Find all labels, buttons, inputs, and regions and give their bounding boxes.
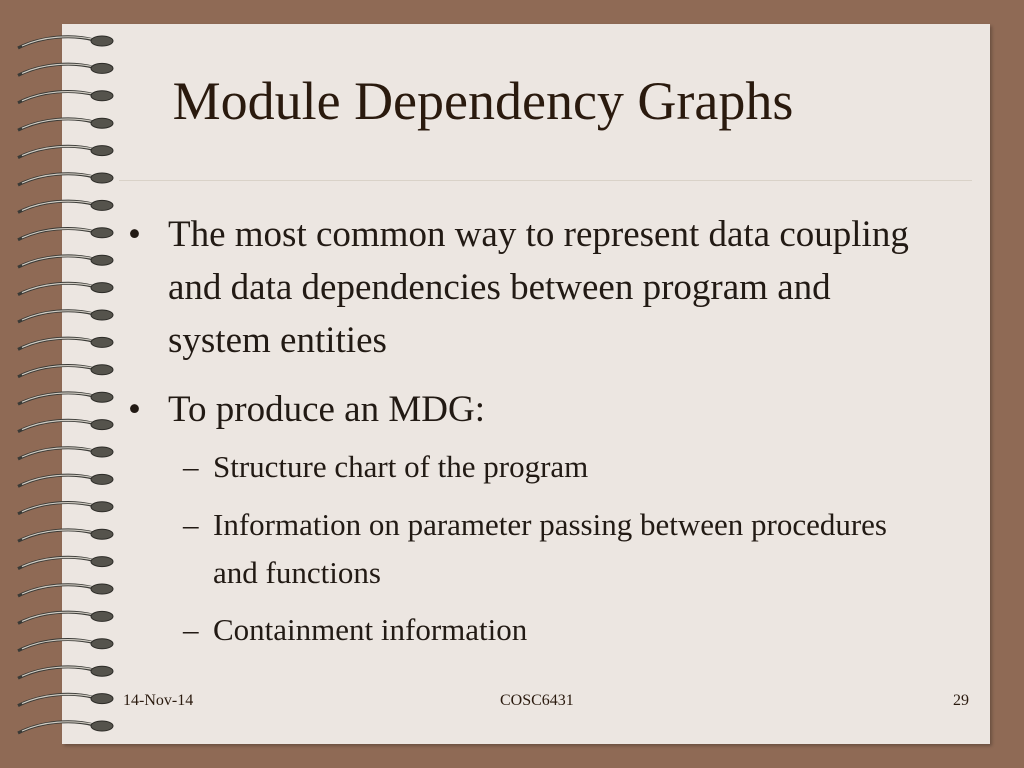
sub-bullet-item-1: [183, 443, 933, 491]
bullet-marker: •: [128, 214, 141, 255]
spiral-ring-tip: [91, 200, 113, 210]
spiral-ring-tip: [91, 721, 113, 731]
spiral-ring-tip: [91, 611, 113, 621]
bullet-item-1: [128, 208, 928, 367]
sub-bullet-text: Containment information: [213, 612, 528, 647]
spiral-ring-tip: [91, 283, 113, 293]
sub-bullet-marker: –: [183, 449, 199, 484]
footer-page-number: 29: [953, 692, 969, 709]
spiral-ring-tip: [91, 63, 113, 73]
spiral-ring-tip: [91, 337, 113, 347]
title-divider: [119, 180, 972, 181]
sub-bullet-item-3: [183, 606, 933, 654]
spiral-ring-tip: [91, 557, 113, 567]
spiral-ring-tip: [91, 365, 113, 375]
slide-title: Module Dependency Graphs: [172, 71, 794, 131]
bullet-text: The most common way to represent data coupling and data dependencies between program and system entities: [168, 214, 909, 361]
spiral-ring-tip: [91, 529, 113, 539]
bullet-marker: •: [128, 389, 141, 430]
spiral-ring-tip: [91, 474, 113, 484]
footer-course: COSC6431: [500, 692, 574, 709]
spiral-ring-tip: [91, 310, 113, 320]
spiral-ring-tip: [91, 584, 113, 594]
spiral-ring-tip: [91, 36, 113, 46]
spiral-ring-tip: [91, 392, 113, 402]
spiral-ring-tip: [91, 228, 113, 238]
spiral-ring-tip: [91, 694, 113, 704]
sub-bullet-text: Structure chart of the program: [213, 449, 589, 484]
spiral-ring-tip: [91, 173, 113, 183]
spiral-ring-tip: [91, 666, 113, 676]
spiral-ring-tip: [91, 447, 113, 457]
footer-date: 14-Nov-14: [123, 692, 194, 709]
spiral-ring-tip: [91, 502, 113, 512]
sub-bullet-marker: –: [183, 612, 199, 647]
sub-bullet-item-2: [183, 501, 933, 597]
bullet-text: To produce an MDG:: [168, 389, 485, 430]
spiral-ring-tip: [91, 420, 113, 430]
sub-bullet-text: Information on parameter passing between procedures and functions: [213, 507, 887, 590]
spiral-ring-tip: [91, 639, 113, 649]
spiral-binding-icon: [12, 28, 122, 748]
spiral-ring-tip: [91, 146, 113, 156]
bullet-item-2: [128, 383, 928, 436]
spiral-ring-tip: [91, 255, 113, 265]
sub-bullet-marker: –: [183, 507, 199, 542]
